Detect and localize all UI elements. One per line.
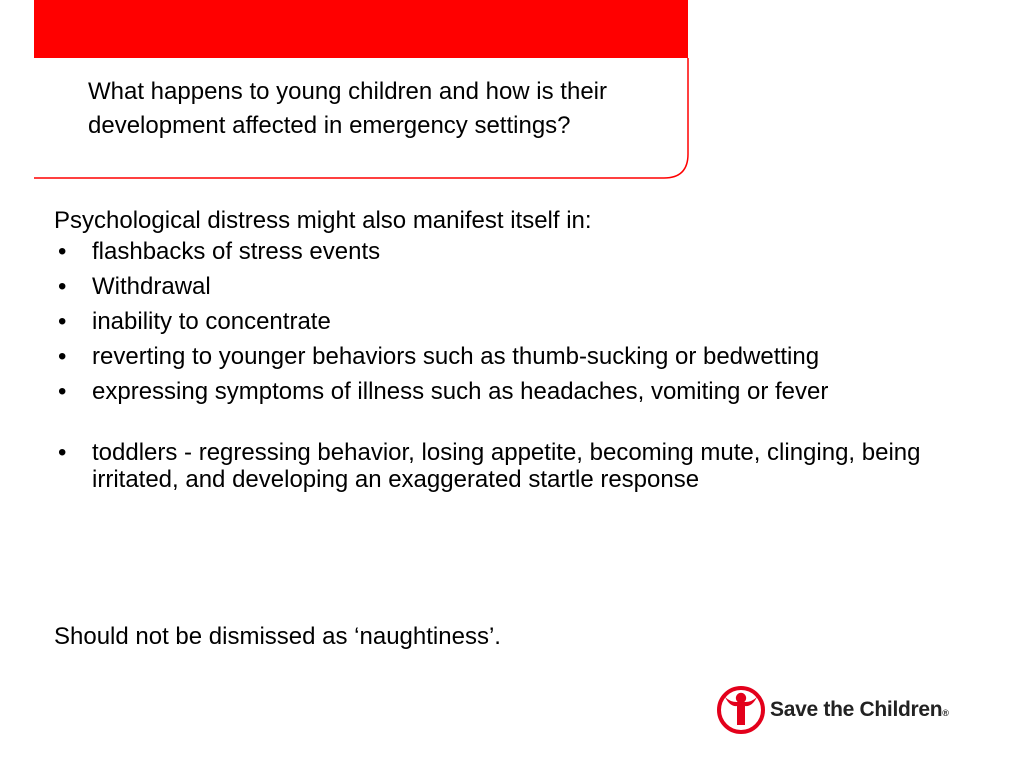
list-item-text: toddlers - regressing behavior, losing appetite, becoming mute, clinging, being irritated, and developing an exaggerated startle response xyxy=(92,439,921,493)
list-item xyxy=(54,439,934,493)
intro-text: Psychological distress might also manifest itself in: xyxy=(54,207,592,234)
list-item-text: inability to concentrate xyxy=(92,308,331,335)
list-item-text: Withdrawal xyxy=(92,273,211,300)
list-item xyxy=(54,343,934,370)
list-item xyxy=(54,273,934,300)
bullet-dot: • xyxy=(58,308,67,335)
logo-name: Save the Children® xyxy=(770,698,949,721)
list-item xyxy=(54,238,934,265)
slide-title: What happens to young children and how is their development affected in emergency settings? xyxy=(88,78,607,139)
save-the-children-figure-icon xyxy=(716,685,766,735)
bullet-dot: • xyxy=(58,273,67,300)
bullet-dot: • xyxy=(58,343,67,370)
list-item-text: expressing symptoms of illness such as headaches, vomiting or fever xyxy=(92,378,829,405)
bullet-dot: • xyxy=(58,439,67,466)
bullet-list xyxy=(54,238,934,501)
list-item xyxy=(54,308,934,335)
list-item-text: reverting to younger behaviors such as thumb-sucking or bedwetting xyxy=(92,343,820,370)
list-item-text: flashbacks of stress events xyxy=(92,238,381,265)
list-item xyxy=(54,378,934,405)
registered-mark: ® xyxy=(942,708,949,718)
bullet-dot: • xyxy=(58,378,67,405)
closing-text: Should not be dismissed as ‘naughtiness’. xyxy=(54,623,501,650)
save-the-children-logo xyxy=(716,685,966,735)
bullet-dot: • xyxy=(58,238,67,265)
header-red-bar xyxy=(34,0,688,58)
